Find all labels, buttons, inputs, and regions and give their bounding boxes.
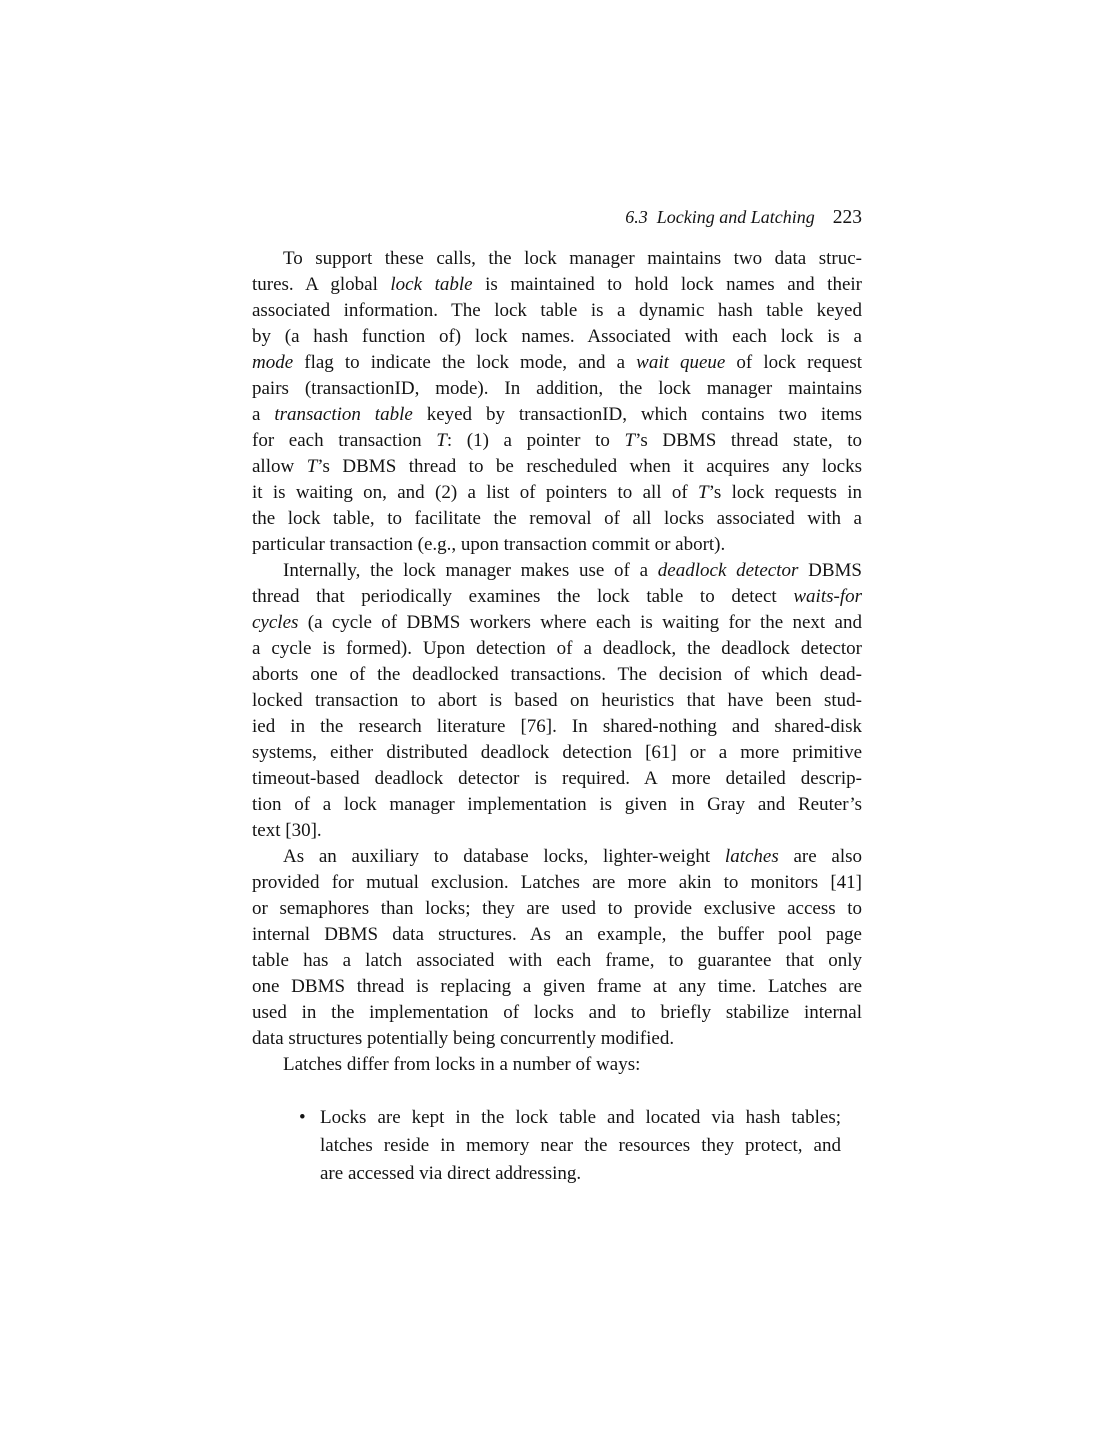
page-body [252,246,862,1188]
text-line: it is waiting on, and (2) a list of pointers to all of T’s lock requests in [252,482,862,503]
text-line: aborts one of the deadlocked transactions. The decision of which dead- [252,664,862,685]
paragraph [252,558,862,844]
bullet-list [252,1104,862,1188]
running-header [252,206,862,229]
section-title: Locking and Latching [656,207,815,227]
text-line: a transaction table keyed by transactionID, which contains two items [252,404,863,425]
text-line: used in the implementation of locks and to briefly stabilize internal [252,1002,862,1023]
text-line: cycles (a cycle of DBMS workers where each is waiting for the next and [252,612,862,633]
text-line: tion of a lock manager implementation is given in Gray and Reuter’s [252,794,862,815]
text-line: for each transaction T: (1) a pointer to T’s DBMS thread state, to [252,430,863,451]
text-line: thread that periodically examines the lock table to detect waits-for [252,586,862,607]
text-line: by (a hash function of) lock names. Associated with each lock is a [252,326,862,347]
text-line: the lock table, to facilitate the removal of all locks associated with a [252,508,862,529]
text-line: Internally, the lock manager makes use of a deadlock detector DBMS [283,560,862,581]
text-line: allow T’s DBMS thread to be rescheduled when it acquires any locks [252,456,862,477]
section-number: 6.3 [625,207,648,227]
text-line: To support these calls, the lock manager maintains two data struc- [283,248,862,269]
text-line: ied in the research literature [76]. In shared-nothing and shared-disk [252,716,862,737]
text-line: tures. A global lock table is maintained to hold lock names and their [252,274,862,295]
text-line: mode flag to indicate the lock mode, and a wait queue of lock request [252,352,862,373]
text-line: As an auxiliary to database locks, lighter-weight latches are also [283,846,862,867]
page-number: 223 [832,207,862,228]
text-line: associated information. The lock table is a dynamic hash table keyed [252,300,862,321]
text-line: timeout-based deadlock detector is required. A more detailed descrip- [252,768,862,789]
section-heading [625,206,815,228]
text-line: systems, either distributed deadlock detection [61] or a more primitive [252,742,862,763]
text-line: text [30]. [252,820,322,841]
bullet-icon: • [299,1107,306,1128]
text-line: latches reside in memory near the resources they protect, and [320,1135,841,1156]
paragraph [252,246,862,558]
paragraph [252,844,862,1052]
text-line: Latches differ from locks in a number of ways: [283,1054,641,1075]
text-line: pairs (transactionID, mode). In addition, the lock manager maintains [252,378,862,399]
paragraph [252,1052,862,1078]
page-column [252,206,862,1188]
text-line: are accessed via direct addressing. [320,1163,582,1184]
text-line: particular transaction (e.g., upon transaction commit or abort). [252,534,726,555]
text-line: or semaphores than locks; they are used to provide exclusive access to [252,898,862,919]
bullet-item [252,1104,862,1188]
text-line: data structures potentially being concurrently modified. [252,1028,675,1049]
text-line: internal DBMS data structures. As an example, the buffer pool page [252,924,862,945]
text-line: one DBMS thread is replacing a given frame at any time. Latches are [252,976,862,997]
text-line: Locks are kept in the lock table and located via hash tables; [320,1107,841,1128]
text-line: table has a latch associated with each frame, to guarantee that only [252,950,862,971]
text-line: provided for mutual exclusion. Latches are more akin to monitors [41] [252,872,862,893]
text-line: locked transaction to abort is based on heuristics that have been stud- [252,690,862,711]
text-line: a cycle is formed). Upon detection of a deadlock, the deadlock detector [252,638,862,659]
